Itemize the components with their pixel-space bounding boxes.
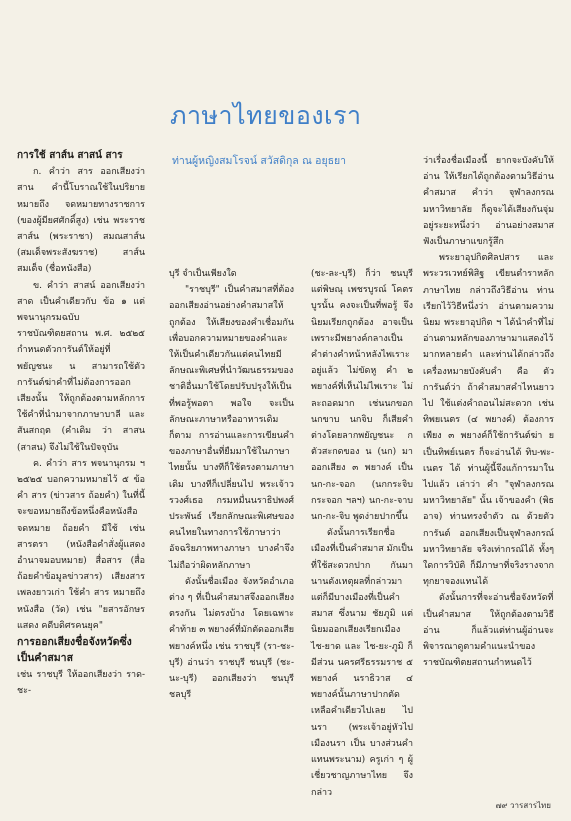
column-1: [17, 148, 145, 699]
page-footer: ๗๙ วารสารไทย: [495, 801, 551, 810]
article-byline: ท่านผู้หญิงสมโรจน์ สวัสดิกุล ณ อยุธยา: [172, 155, 347, 167]
paragraph: "ราชบุรี" เป็นคำสมาสที่ต้องออกเสียงอ่านอย่างคำสมาสให้ถูกต้อง ให้เสียงของคำเชื่อมกัน เพื่อบอกความหมายของคำและให้เป็นคำเดียวกันแต่คนไทยมีลักษณะพิเศษที่นำวัฒนธรรมของชาติอื่นมาใช้โดยปรับปรุงให้เป็นที่พอรู้พอตา พอใจ จะเป็นลักษณะภาษาหรืออาหารเดิมก็ตาม การอ่านและการเขียนคำของภาษาอื่นที่ยืมมาใช้ในภาษาไทยนั้น บางทีก็ใช้ตรงตามภาษาเดิม บางทีก็เปลี่ยนไป พระเจ้าวรวงศ์เธอ กรมหมื่นนราธิปพงศ์ประพันธ์ เรียกลักษณะพิเศษของคนไทยในทางการใช้ภาษาว่า อัจฉริยภาพทางภาษา บางคำจึงไม่ถือว่าผิดหลักภาษา: [169, 285, 294, 571]
column-4: [423, 153, 554, 672]
paragraph: พระยาอุปกิตศิลปสาร และพระวรเวทย์พิสิฐ เขียนตำราหลักภาษาไทย กล่าวถึงวิธีอ่าน ท่านเรียกไว้วิธีหนึ่งว่า อ่านตามความนิยม พระยาอุปกิต ฯ ได้นำคำที่ไม่อ่านตามหลักของภาษามาแสดงไว้มากหลายคำ และท่านได้กล่าวถึงเครื่องหมายบังคับคำ คือ ตัวการันต์ว่า ถ้าคำสมาสคำไหนยาวไป ใช้แต่งคำถอนไม่สะดวก เช่น ทิพยเนตร (๔ พยางค์) ต้องการเพียง ๓ พยางค์ก็ใช้การันต์ฆ่า ย เป็นทิพย์เนตร ก็จะอ่านได้ ทิบ-พะ-เนตร ได้ ท่านผู้นี้จึงแก้การมาในไปแล้ว เล่าว่า คำ "จุฬาลงกรณมหาวิทยาลัย" นั้น เจ้าของคำ (พิธอาจ) ท่านทรงจำตัว ณ ด้วยตัวการันต์ ออกเสียงเป็นจุฬาลงกรณ์มหาวิทยาลัย จริงเท่ากรณ์ได้ ทั้งๆใดการวิบัติ ก็มีภาษาที่จริงรางจากทุกยาจองแทนได้: [423, 253, 554, 588]
paragraph: ดังนั้นการที่จะอ่านชื่อจังหวัดที่เป็นคำสมาส ให้ถูกต้องตามวิธีอ่าน ก็แล้วแต่ท่านผู้อ่านจะพิจารณาดูตามคำแนะนำของราชบัณฑิตยสถานกำหนดไว้: [423, 593, 554, 669]
section-heading: การออกเสียงชื่อจังหวัดซึ่งเป็นคำสมาส: [17, 636, 132, 665]
paragraph: ว่าเรื่องชื่อเมืองนี้ ยากจะบังคับให้อ่าน ให้เรียกได้ถูกต้องตามวิธีอ่านคำสมาส คำว่า จุฬาลงกรณมหาวิทยาลัย ก็ดูจะได้เสียงกันจุ่มอยู่ระยะหนึ่งว่า อ่านอย่างสมาส ฟังเป็นภาษาแขกรู้สึก: [423, 156, 554, 248]
column-3: [311, 266, 413, 801]
paragraph: ข. คำว่า สาสน์ ออกเสียงว่า สาด เป็นคำเดียวกับ ข้อ ๑ แต่พจนานุกรมฉบับราชบัณฑิตยสถาน พ.ศ. ๒๕๒๕ กำหนดตัวการันต์ให้อยู่ที่พยัญชนะ น สามารถใช้ตัวการันต์ฆ่าคำที่ไม่ต้องการออกเสียงนั้น ให้ถูกต้องตามหลักการใช้คำที่นำมาจากภาษาบาลี และสันสกฤต (คำเดิม ว่า สาสน (สาสน) จึงไม่ใช้ในปัจจุบัน: [17, 280, 145, 453]
paragraph: เช่น ราชบุรี ให้ออกเสียงว่า ราด-ชะ-: [17, 669, 145, 696]
section-heading: การใช้ สาส์น สาสน์ สาร: [17, 150, 123, 161]
column-2: [169, 266, 294, 703]
paragraph: บุรี จำเป็นเพียงใด: [169, 269, 237, 279]
article-title: ภาษาไทยของเรา: [170, 101, 362, 130]
paragraph: ดังนั้นชื่อเมือง จังหวัดอำเภอต่าง ๆ ที่เป็นคำสมาสจึงออกเสียงตรงกัน ไม่ตรงบ้าง โดยเฉพาะคำท้าย ๓ พยางค์ที่มักตัดออกเสียพยางค์หนึ่ง เช่น ราชบุรี (รา-ชะ-บุรี) อ่านว่า ราชบุรี ชนบุรี (ชะ-นะ-บุรี) ออกเสียงว่า ชนบุรี ชลบุรี: [169, 576, 294, 701]
paragraph: ดังนั้นการเรียกชื่อเมืองที่เป็นคำสมาส มักเป็นที่ใช้สะดวกปาก กันมานานดังเหตุผลที่กล่าวมา แต่ก็มีบางเมืองที่เป็นคำสมาส ซึ่งนาม ชัยภูมิ แต่นิยมออกเสียงเรียกเมืองไช-ยาด และ ไช-ยะ-ภูมิ ก็มีส่วน นครศรีธรรมราช ๕ พยางค์ นราธิวาส ๔ พยางค์นั้นภาษาปากตัดเหลือคำเดียวไปเลย ไปนรา (พระเจ้าอยู่หัวไปเมืองนรา เป็น บางส่วนคำแทนพระนาม) ครูเก่า ๆ ผู้เชี่ยวชาญภาษาไทย จึงกล่าว: [311, 528, 413, 798]
paragraph: ก. คำว่า สาร ออกเสียงว่า สาน คำนี้โบราณใช้ในปริยาย หมายถึง จดหมายทางราชการ (ของผู้มียศศักดิ์สูง) เช่น พระราชสาส์น (พระราชา) สมณสาส์น (สมเด็จพระสังฆราช) สาส์นสมเด็จ (ชื่อหนังสือ): [17, 167, 145, 275]
paragraph: (ชะ-ละ-บุรี) ก็ว่า ชนบุรี แต่พิษณุ เพชรบูรณ์ โคตรบูรนั้น คงจะเป็นที่พอรู้ จึงนิยมเรียกถูกต้อง อาจเป็นเพราะมีพยางค์กลางเป็นคำต่างคำหน้าหลังไพเราะอยู่แล้ว ไม่ขัดหู คำ ๒ พยางค์ที่เห็นไม่ไพเราะ ไม่ละถอดมาก เช่นนกขอก นกขาบ นกจิบ ก็เสียคำต่างโดยลากพยัญชนะ ก ตัวสะกดของ น (นก) มาออกเสียง ๓ พยางค์ เป็น นก-กะ-จอก (นกกระจิบ กระจอก ฯลฯ) นก-กะ-จาบ นก-กะ-จิบ พูดง่ายปากขึ้น: [311, 269, 413, 523]
paragraph: ค. คำว่า สาร พจนานุกรม ฯ ๒๕๒๕ บอกความหมายไว้ ๕ ข้อ คำ สาร (ข่าวสาร ถ้อยคำ) ในที่นี้จะขอหมายถึงข้อหนึ่งคือหนังสือ จดหมาย ถ้อยคำ มีใช้ เช่น สารตรา (หนังสือคำสั่งผู้แสดงอำนาจมอบหมาย) สื่อสาร (สื่อถ้อยคำข้อมูลข่าวสาร) เสียงสารเพลงยาวเก่า ใช้คำ สาร หมายถึง หนังสือ (วัด) เช่น "ยสารอักษรแสดง คดีบดิศรคนยุค": [17, 458, 145, 631]
